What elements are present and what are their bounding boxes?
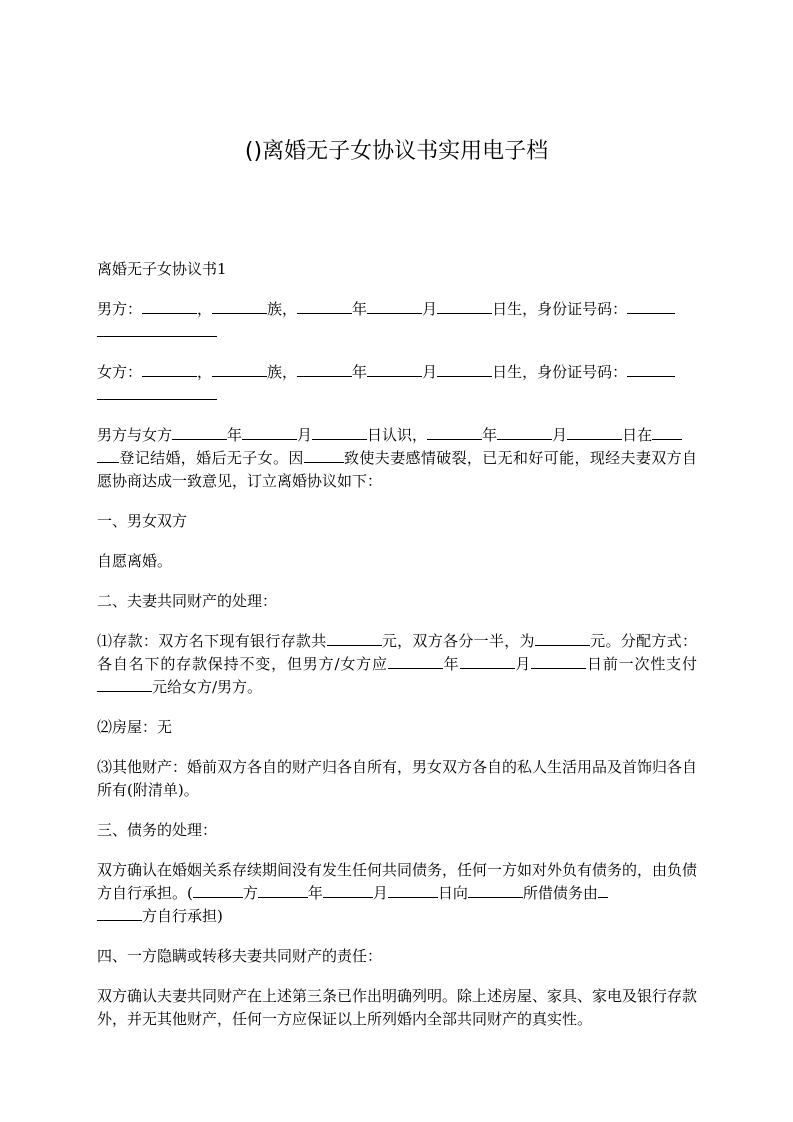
deposit-text: 元。分配方式：各自名下的存款保持不变，但男方/女方应	[97, 632, 697, 673]
debt-clause	[97, 859, 697, 928]
wife-id-field-cont[interactable]	[97, 384, 217, 400]
wife-info-line	[97, 361, 697, 407]
section1-heading: 一、男女双方	[97, 512, 188, 530]
month-label: 月	[552, 426, 568, 444]
section4-text: 双方确认夫妻共同财产在上述第三条已作出明确列明。除上述房屋、家具、家电及银行存款外，并无其他财产，任何一方应保证以上所列婚内全部共同财产的真实性。	[97, 987, 698, 1028]
year-label: 年	[352, 363, 368, 381]
document-body	[97, 258, 697, 1048]
birth-id-label: 日生，身份证号码：	[492, 363, 628, 381]
page-title: ()离婚无子女协议书实用电子档	[244, 139, 549, 164]
pay-year-field[interactable]	[388, 653, 443, 669]
section3-heading: 三、债务的处理：	[97, 821, 218, 839]
wife-ethnic-field[interactable]	[212, 361, 267, 377]
ethnic-label: 族，	[267, 300, 298, 318]
deposit-text: 元，双方各分一半，为	[381, 632, 535, 650]
husband-label: 男方：	[97, 300, 143, 318]
wed-month-field[interactable]	[497, 424, 552, 440]
other-property-clause: ⑶其他财产：婚前双方各自的财产归各自所有，男女双方各自的私人生活用品及首饰归各自所有(附清单)。	[97, 758, 698, 799]
deposit-text: ⑴存款：双方名下现有银行存款共	[97, 632, 327, 650]
intro-text: 登记结婚，婚后无子女。因	[119, 449, 304, 467]
birth-id-label: 日生，身份证号码：	[492, 300, 628, 318]
husband-birth-month-field[interactable]	[367, 298, 422, 314]
month-label: 月	[422, 300, 438, 318]
debt-text: 所借债务由	[522, 884, 598, 902]
met-year-field[interactable]	[172, 424, 227, 440]
deposit-total-field[interactable]	[327, 630, 382, 646]
debt-day-field[interactable]	[388, 882, 438, 898]
creditor-field[interactable]	[468, 882, 523, 898]
pay-amount-field[interactable]	[97, 676, 152, 692]
year-label: 年	[227, 426, 243, 444]
month-label: 月	[422, 363, 438, 381]
year-label: 年	[352, 300, 368, 318]
wife-label: 女方：	[97, 363, 143, 381]
section4-heading: 四、一方隐瞒或转移夫妻共同财产的责任：	[97, 947, 383, 965]
bearer-field[interactable]	[598, 882, 608, 898]
debt-text: 方自行承担)	[142, 907, 223, 925]
wed-at-label: 日在	[622, 426, 653, 444]
husband-birth-year-field[interactable]	[297, 298, 352, 314]
ethnic-label: 族，	[267, 363, 298, 381]
husband-ethnic-field[interactable]	[212, 298, 267, 314]
deposit-text: 元给女方/男方。	[152, 678, 263, 696]
met-month-field[interactable]	[242, 424, 297, 440]
bearer-field-cont[interactable]	[97, 905, 142, 921]
met-day-field[interactable]	[312, 424, 367, 440]
wed-place-field[interactable]	[652, 424, 682, 440]
wife-birth-month-field[interactable]	[367, 361, 422, 377]
section1-text: 自愿离婚。	[97, 552, 173, 570]
agreement-heading: 离婚无子女协议书1	[97, 260, 227, 278]
reason-field[interactable]	[304, 447, 344, 463]
year-label: 年	[307, 884, 323, 902]
house-clause: ⑵房屋：无	[97, 718, 173, 736]
month-label: 月	[372, 884, 388, 902]
marriage-intro	[97, 424, 697, 493]
husband-info-line	[97, 298, 697, 344]
month-label: 月	[297, 426, 313, 444]
husband-id-field-cont[interactable]	[97, 321, 217, 337]
wife-id-field[interactable]	[627, 361, 675, 377]
intro-text: 男方与女方	[97, 426, 173, 444]
debt-text: 日向	[437, 884, 468, 902]
wed-place-field-cont[interactable]	[97, 447, 119, 463]
met-label: 日认识，	[367, 426, 428, 444]
section2-heading: 二、夫妻共同财产的处理：	[97, 592, 278, 610]
debt-month-field[interactable]	[323, 882, 373, 898]
comma: ，	[197, 300, 213, 318]
wed-day-field[interactable]	[567, 424, 622, 440]
wed-year-field[interactable]	[427, 424, 482, 440]
intro-text: 致使夫妻感情破裂，已无和好可能，现经夫妻双方自愿协商达成一致意见，订立离婚协议如下：	[97, 449, 697, 490]
pay-month-field[interactable]	[460, 653, 515, 669]
month-label: 月	[514, 655, 532, 673]
wife-birth-day-field[interactable]	[437, 361, 492, 377]
debt-year-field[interactable]	[258, 882, 308, 898]
deposit-clause	[97, 630, 697, 699]
deposit-text: 日前一次性支付	[586, 655, 697, 673]
year-label: 年	[482, 426, 498, 444]
wife-name-field[interactable]	[142, 361, 197, 377]
husband-birth-day-field[interactable]	[437, 298, 492, 314]
husband-name-field[interactable]	[142, 298, 197, 314]
debt-text: 方	[242, 884, 258, 902]
wife-birth-year-field[interactable]	[297, 361, 352, 377]
comma: ，	[197, 363, 213, 381]
year-label: 年	[442, 655, 460, 673]
debt-text: 双方确认在婚姻关系存续期间没有发生任何共同债务，任何一方如对外负有债务的，由负债方自行承担。(	[97, 861, 698, 902]
husband-id-field[interactable]	[627, 298, 675, 314]
debtor-field[interactable]	[193, 882, 243, 898]
deposit-half-field[interactable]	[535, 630, 590, 646]
pay-day-field[interactable]	[531, 653, 586, 669]
